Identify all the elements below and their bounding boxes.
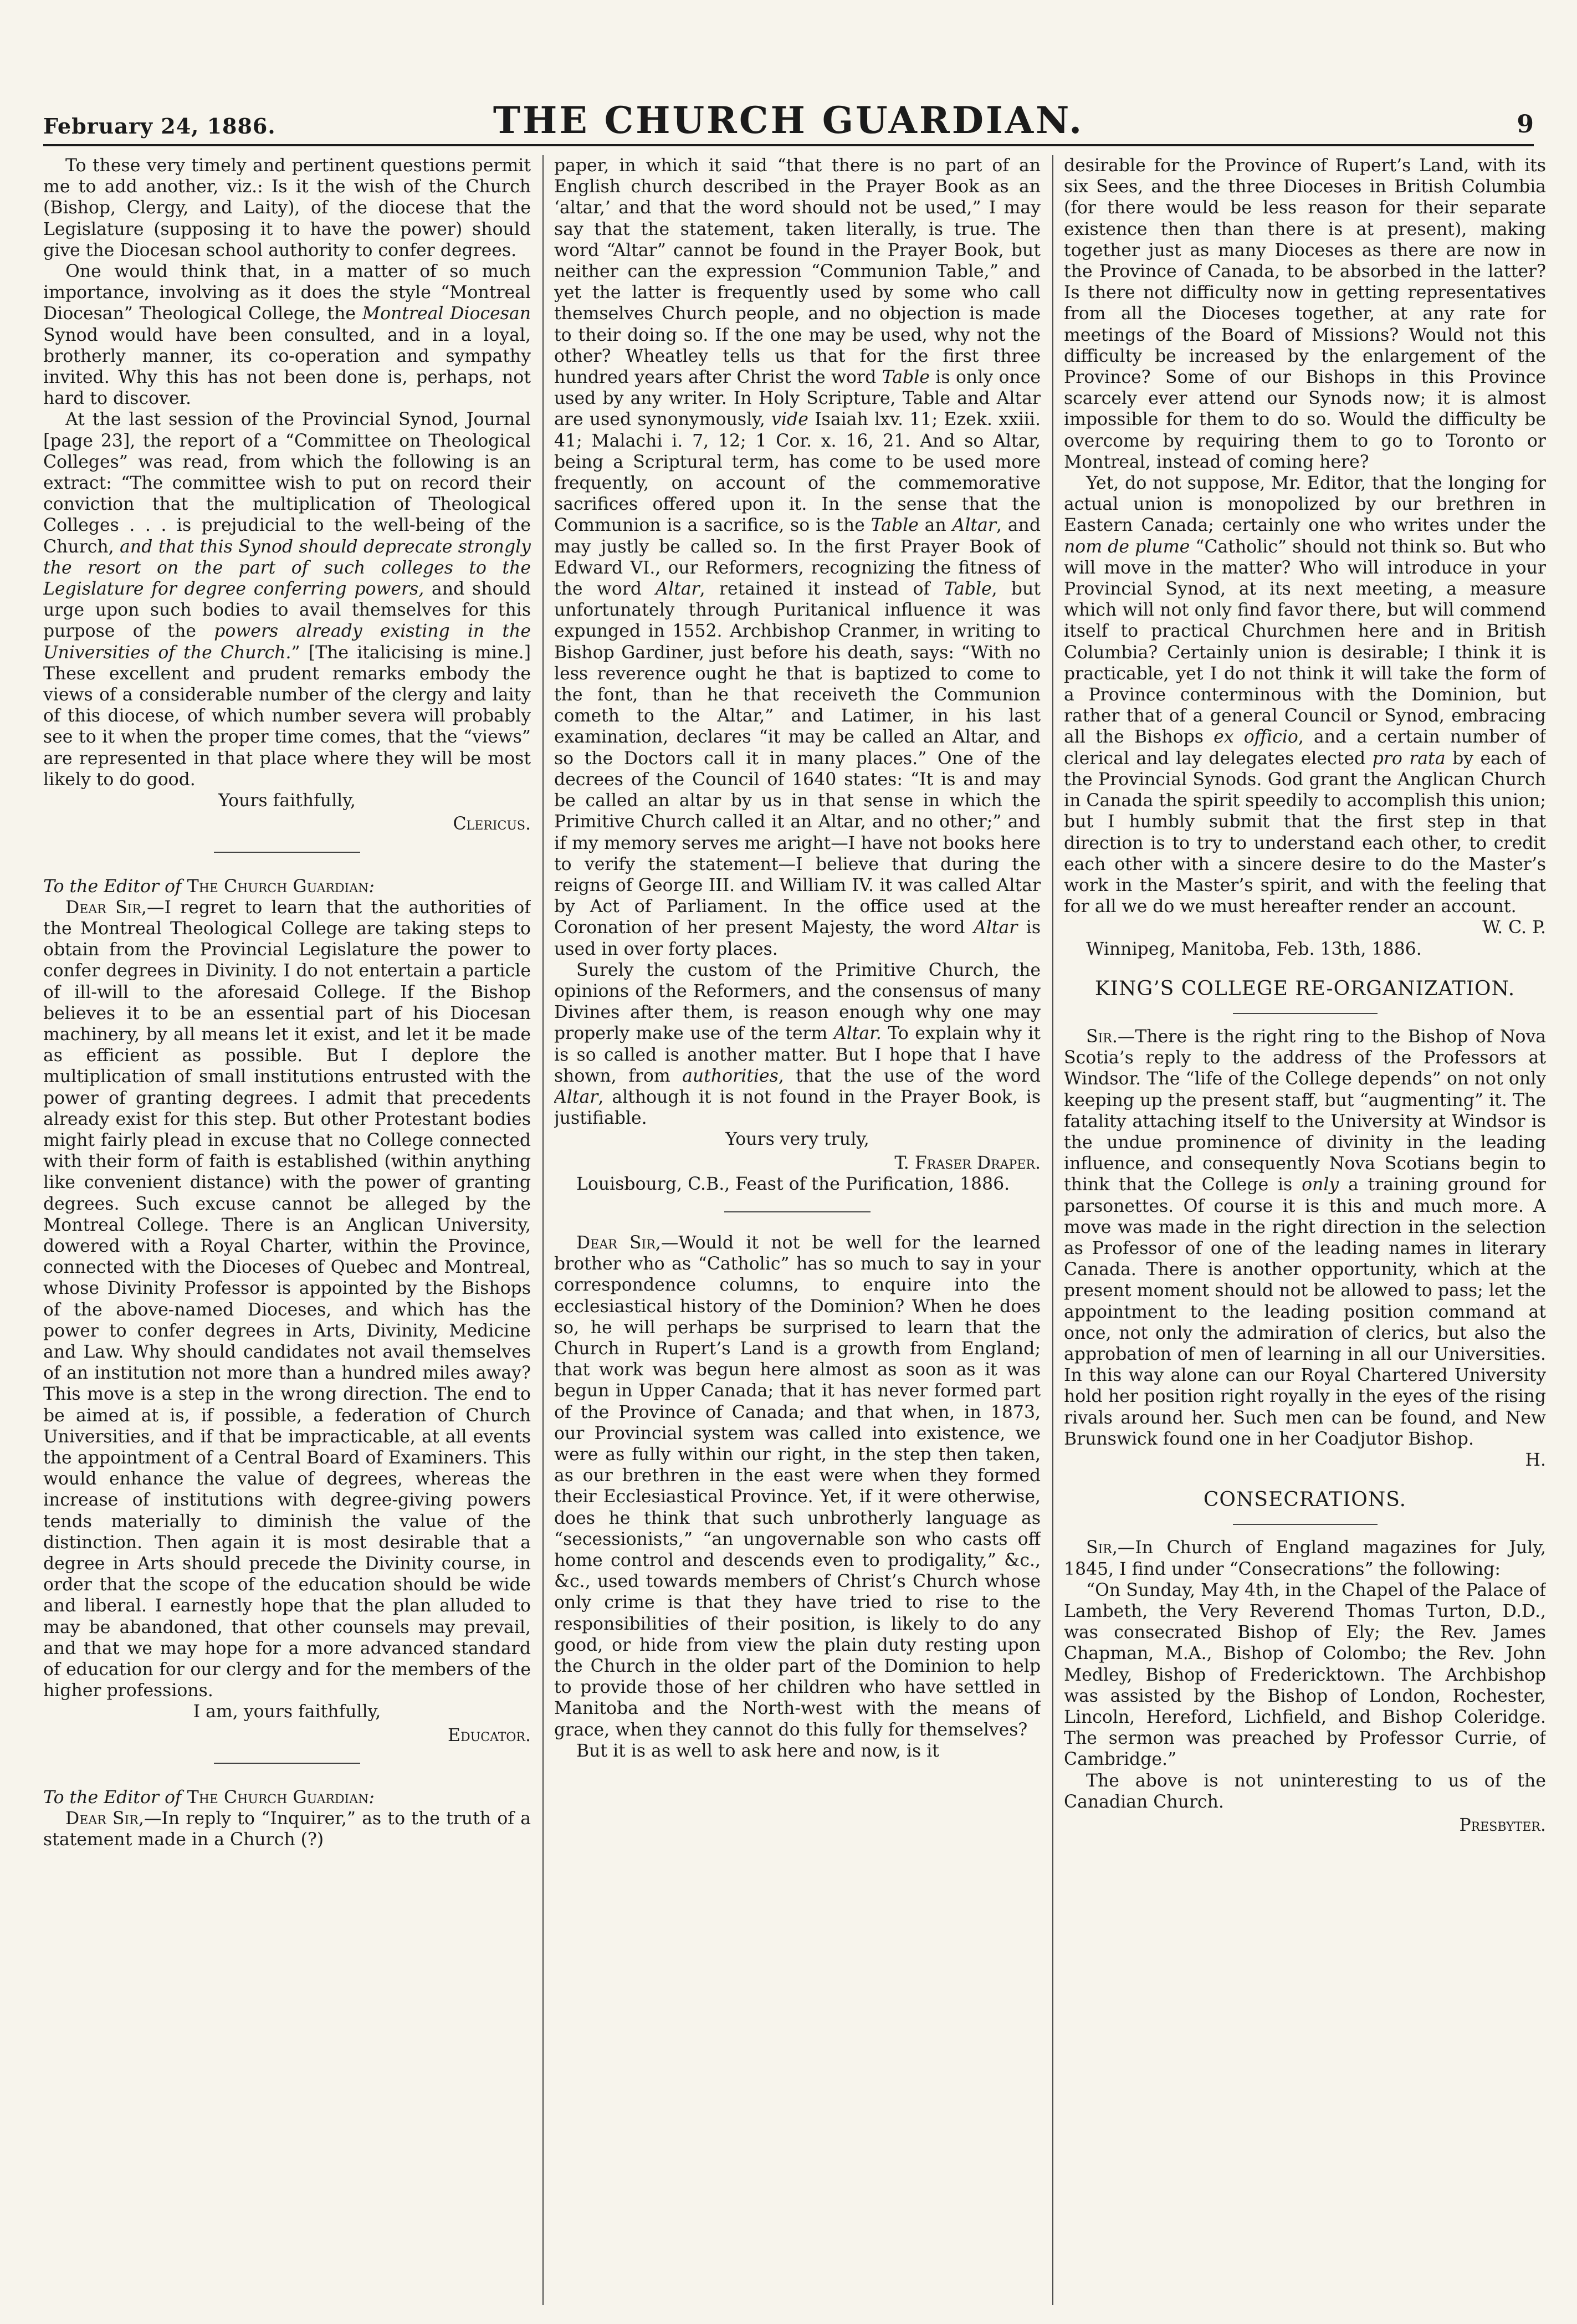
section-divider xyxy=(724,1211,870,1212)
heading-consecrations: CONSECRATIONS. xyxy=(1203,1488,1407,1512)
letter-kings-college: Sir.—There is the right ring to the Bishop of Nova Scotia’s reply to the address of the Professors at Windsor. The “life of the College depends” on not only keeping up the present staff, but “augmenting” it. The fatality attaching itself to the University at Windsor is the undue prominence of divinity in the leading influence, and consequently Nova Scotians begin to think that the College is only a training ground for parsonettes. Of course it is this and much more. A move was made in the right direction in the selection as Professor of one of the leading names in literary Canada. There is another opportunity, which at the present moment should not be allowed to pass; let the appointment to the leading position command at once, not only the admiration of clerics, but also the approbation of men of learning in all our Universities. In this way alone can our Royal Chartered University hold her position right royally in the eyes of the rising rivals around her. Such men can be found, and New Brunswick found one in her Coadjutor Bishop. xyxy=(1064,1026,1546,1449)
column-rule-1 xyxy=(542,155,544,2305)
closing-clericus: Yours faithfully, xyxy=(218,791,356,811)
column-3 xyxy=(1064,155,1546,2305)
heading-rule xyxy=(1233,1013,1378,1014)
issue-date: February 24, 1886. xyxy=(43,114,276,139)
closing-educator: I am, yours faithfully, xyxy=(193,1702,381,1722)
letter-wcp-para-1: Dear Sir,—Would it not be well for the learned brother who as “Catholic” has so much to say in your correspondence columns, to enquire into the ecclesiastical history of the Dominion? When he does so, he will perhaps be surprised to learn that the Church in Rupert’s Land is a growth from England; that work was begun here almost as soon as it was begun in Upper Canada; that it has never formed part of the Province of Canada; and that when, in 1873, our Provincial system was called into existence, we were as fully within our right, in the step then taken, as our brethren in the east were when they formed their Ecclesiastical Province. Yet, if it were otherwise, does he think that such unbrotherly language as “secessionists,” “an ungovernable son who casts off home control and descends even to prodigality,” &c., &c., used towards members of Christ’s Church whose only crime is that they have tried to rise to the responsibilities of their position, is likely to do any good, or hide from view the plain duty resting upon the Church in the older part of the Dominion to help to provide those of her children who have settled in Manitoba and the North-west with the means of grace, when they cannot do this fully for themselves? xyxy=(554,1232,1041,1740)
signature-h: H. xyxy=(1525,1450,1546,1470)
column-1 xyxy=(43,155,531,2305)
letter-educator-body: Dear Sir,—I regret to learn that the authorities of the Montreal Theological College are taking steps to obtain from the Provincial Legislature the power to confer degrees in Divinity. I do not entertain a particle of ill-will to the aforesaid College. If the Bishop believes it to be an essential part of his Diocesan machinery, by all means let it exist, and let it be made as efficient as possible. But I deplore the multiplication of small institutions entrusted with the power of granting degrees. I admit that precedents already exist for this step. But other Protestant bodies might fairly plead in excuse that no College connected with their form of faith is established (within anything like convenient distance) with the power of granting degrees. Such excuse cannot be alleged by the Montreal College. There is an Anglican University, dowered with a Royal Charter, within the Province, connected with the Dioceses of Quebec and Montreal, whose Divinity Professor is appointed by the Bishops of the above-named Dioceses, and which has the power to confer degrees in Arts, Divinity, Medicine and Law. Why should candidates not avail themselves of an institution not more than a hundred miles away? This move is a step in the wrong direction. The end to be aimed at is, if possible, a federation of Church Universities, and if that be impracticable, at all events the appointment of a Central Board of Examiners. This would enhance the value of degrees, whereas the increase of institutions with degree-giving powers tends materially to diminish the value of the distinction. Then again it is most desirable that a degree in Arts should precede the Divinity course, in order that the scope of the education should be wide and liberal. I earnestly hope that the plan alluded to may be abandoned, that other counsels may prevail, and that we may hope for a more advanced standard of education for our clergy and for the members of the higher professions. xyxy=(43,897,531,1701)
signature-clericus: Clericus. xyxy=(453,814,531,835)
letter-wcp-para-3: desirable for the Province of Rupert’s Land, with its six Sees, and the three Dioceses in British Columbia (for there would be less reason for their separate existence then than there is at present), making together just as many Dioceses as there are now in the Province of Canada, to be absorbed in the latter? Is there not difficulty now in getting representatives from all the Dioceses together, at any rate for meetings of the Board of Missions? Would not this difficulty be increased by the enlargement of the Province? Some of our Bishops in this Province scarcely ever attend our Synods now; it is almost impossible for them to do so. Would the difficulty be overcome by requiring them to go to Toronto or Montreal, instead of coming here? xyxy=(1064,156,1546,472)
section-divider xyxy=(214,1763,360,1764)
to-editor-line-1: To the Editor of The Church Guardian: xyxy=(43,876,375,897)
letter-consecrations-quote: “On Sunday, May 4th, in the Chapel of the Palace of Lambeth, the Very Reverend Thomas Turton, D.D., was consecrated Bishop of Ely; the Rev. James Chapman, M.A., Bishop of Colombo; the Rev. John Medley, Bishop of Fredericktown. The Archbishop was assisted by the Bishop of London, Rochester, Lincoln, Hereford, Lichfield, and Bishop Coleridge. The sermon was preached by Professor Currie, of Cambridge.” xyxy=(1064,1580,1546,1770)
letter-altar-para-2: Surely the custom of the Primitive Church, the opinions of the Reformers, and the consensus of many Divines after them, is reason enough why one may properly make use of the term Altar. To explain why it is so called is another matter. But I hope that I have shown, from authorities, that the use of the word Altar, although it is not found in the Prayer Book, is justifiable. xyxy=(554,960,1041,1129)
letter-clericus-para-1: To these very timely and pertinent questions permit me to add another, viz.: Is it the wish of the Church (Bishop, Clergy, and Laity), of the diocese that the Legislature (supposing it to have the power) should give the Diocesan school authority to confer degrees. xyxy=(43,156,531,260)
signature-draper: T. Fraser Draper. xyxy=(894,1153,1041,1173)
letter-consecrations-para-3: The above is not uninteresting to us of the Canadian Church. xyxy=(1064,1770,1546,1812)
dateline-winnipeg: Winnipeg, Manitoba, Feb. 13th, 1886. xyxy=(1086,939,1422,959)
newspaper-title: THE CHURCH GUARDIAN. xyxy=(493,99,1084,142)
letter-clericus-para-3: At the last session of the Provincial Synod, Journal [page 23], the report of a “Committee on Theological Colleges” was read, from which the following is an extract: “The committee wish to put on record their conviction that the multiplication of Theological Colleges . . . is prejudicial to the well-being of the Church, and that this Synod should deprecate strongly the resort on the part of such colleges to the Legislature for degree conferring powers, and should urge upon such bodies to avail themselves for this purpose of the powers already existing in the Universities of the Church.” [The italicising is mine.] These excellent and prudent remarks embody the views of a considerable number of the clergy and laity of this diocese, of which number severa will probably see to it when the proper time comes, that the “views” are represented in that place where they will be most likely to do good. xyxy=(43,409,531,790)
letter-consecrations-para-1: Sir,—In Church of England magazines for July, 1845, I find under “Consecrations” the following: xyxy=(1064,1538,1546,1579)
letter-altar-opening: Dear Sir,—In reply to “Inquirer,” as to the truth of a statement made in a Church (?) xyxy=(43,1809,531,1850)
letter-altar-para-1: paper, in which it said “that there is no part of an English church described in the Prayer Book as an ‘altar,’ and that the word should not be used,” I may say that the statement, taken literally, is true. The word “Altar” cannot be found in the Prayer Book, but neither can the expression “Communion Table,” and yet the latter is frequently used by some who call themselves Church people, and no objection is made to their doing so. If the one may be used, why not the other? Wheatley tells us that for the first three hundred years after Christ the word Table is only once used by any writer. In Holy Scripture, Table and Altar are used synonymously, vide Isaiah lxv. 11; Ezek. xxiii. 41; Malachi i. 7, 12; 1 Cor. x. 16, 21. And so Altar, being a Scriptural term, has come to be used more frequently, on account of the commemorative sacrifices offered upon it. In the sense that the Communion is a sacrifice, so is the Table an Altar, and may justly be called so. In the first Prayer Book of Edward VI., our Reformers, recognizing the fitness of the word Altar, retained it instead of Table, but unfortunately through Puritanical influence it was expunged in 1552. Archbishop Cranmer, in writing to Bishop Gardiner, just before his death, says: “With no less reverence ought he that is baptized to come to the font, than he that receiveth the Communion cometh to the Altar,” and Latimer, in his last examination, declares “it may be called an Altar, and so the Doctors call it in many places.” One of the decrees of the Council of 1640 states: “It is and may be called an altar by us in that sense in which the Primitive Church called it an Altar, and no other;” and if my memory serves me aright—I have not books here to verify the statement—I believe that during the reigns of George III. and William IV. it was called Altar by Act of Parliament. In the office used at the Coronation of her present Majesty, the word Altar is used in over forty places. xyxy=(554,156,1041,959)
letter-clericus-para-2: One would think that, in a matter of so much importance, involving as it does the style “Montreal Diocesan” Theological College, the Montreal Diocesan Synod would have been consulted, and in a loyal, brotherly manner, its co-operation and sympathy invited. Why this has not been done is, perhaps, not hard to discover. xyxy=(43,262,531,409)
signature-wcp: W. C. P. xyxy=(1482,918,1546,938)
dateline-louisbourg: Louisbourg, C.B., Feast of the Purification, 1886. xyxy=(576,1174,1010,1194)
heading-rule xyxy=(1233,1524,1378,1525)
column-2 xyxy=(554,155,1041,2305)
section-divider xyxy=(214,852,360,853)
signature-presbyter: Presbyter. xyxy=(1459,1815,1546,1836)
letter-wcp-para-4: Yet, do not suppose, Mr. Editor, that the longing for actual union is monopolized by our brethren in Eastern Canada; certainly one who writes under the nom de plume “Catholic” should not think so. But who will move in the matter? Who will introduce in your Provincial Synod, at its next meeting, a measure which will not only find favor there, but will commend itself to practical Churchmen here and in British Columbia? Certainly union is desirable; I think it is practicable, yet I do not think it will take the form of a Province conterminous with the Dominion, but rather that of a general Council or Synod, embracing all the Bishops ex officio, and a certain number of clerical and lay delegates elected pro rata by each of the Provincial Synods. God grant the Anglican Church in Canada the spirit speedily to accomplish this union; but I humbly submit that the first step in that direction is to try to understand each other, to credit each other with a sincere desire to do the Master’s work in the Master’s spirit, and with the feeling that for all we do we must hereafter render an account. xyxy=(1064,473,1546,917)
masthead xyxy=(43,94,1534,146)
letter-wcp-para-2: But it is as well to ask here and now, is it xyxy=(576,1741,939,1761)
closing-draper: Yours very truly, xyxy=(725,1129,869,1150)
column-rule-2 xyxy=(1052,155,1053,2305)
heading-kings-college: KING’S COLLEGE RE-ORGANIZATION. xyxy=(1094,977,1515,1000)
page-number: 9 xyxy=(1517,110,1534,139)
signature-educator: Educator. xyxy=(448,1725,531,1745)
to-editor-line-2: To the Editor of The Church Guardian: xyxy=(43,1787,375,1808)
